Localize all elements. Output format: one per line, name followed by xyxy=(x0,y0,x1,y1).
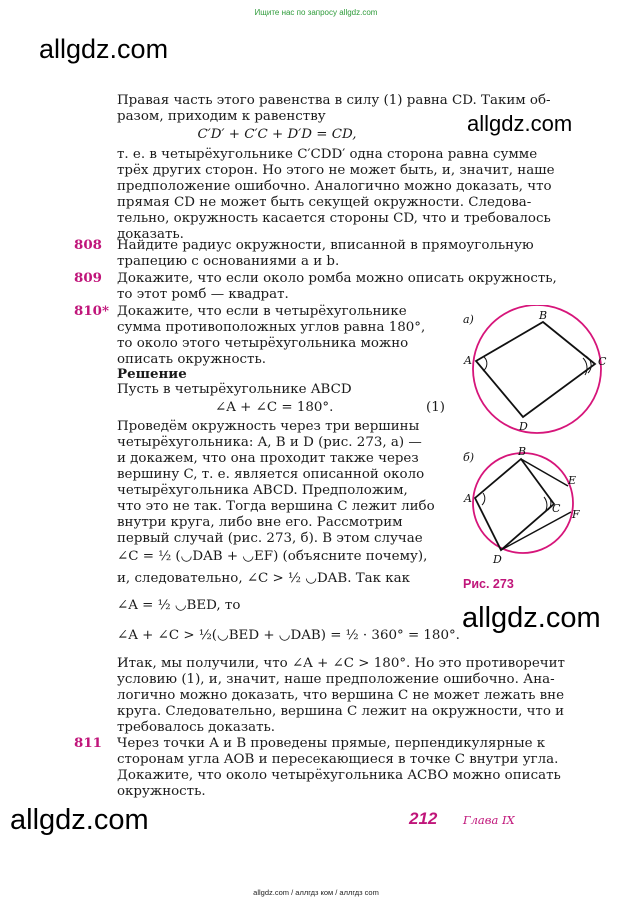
point-label: C xyxy=(598,355,607,368)
text-line: круга. Следовательно, вершина C лежит на окружности, что и xyxy=(117,704,565,719)
figure-caption: Рис. 273 xyxy=(463,577,514,591)
equation-number: (1) xyxy=(426,400,445,415)
text-line: то около этого четырёхугольника можно xyxy=(117,336,409,351)
angle-mark-c-b2 xyxy=(544,497,547,512)
text-line: вершину C, т. е. является описанной около xyxy=(117,467,425,482)
watermark: allgdz.com xyxy=(462,602,601,634)
text-line: Итак, мы получили, что ∠A + ∠C > 180°. Но это противоречит xyxy=(117,656,565,671)
equation: C′D′ + C′C + D′D = CD, xyxy=(197,127,357,142)
text-line: внутри круга, либо вне его. Рассмотрим xyxy=(117,515,403,530)
text-line: то этот ромб — квадрат. xyxy=(117,287,289,302)
text-line: трёх других сторон. Но этого не может быть, и, значит, наше xyxy=(117,163,555,178)
text-line: условию (1), и, значит, наше предположение ошибочно. Ана- xyxy=(117,672,555,687)
text-line: ∠C = ½ (◡DAB + ◡EF) (объясните почему), xyxy=(117,549,428,564)
text-line: окружность. xyxy=(117,784,206,799)
point-label: B xyxy=(539,309,548,322)
text-line: логично можно доказать, что вершина C не может лежать вне xyxy=(117,688,565,703)
problem-number: 809 xyxy=(74,270,102,286)
text-line: и докажем, что она проходит также через xyxy=(117,451,419,466)
text-line: четырёхугольника: A, B и D (рис. 273, а) — xyxy=(117,435,422,450)
point-label: A xyxy=(464,492,472,505)
text-line: четырёхугольника ABCD. Предположим, xyxy=(117,483,408,498)
text-line: Докажите, что если в четырёхугольнике xyxy=(117,304,407,319)
chapter-label: Глава IX xyxy=(463,813,515,827)
figure-label-a: а) xyxy=(463,313,474,326)
point-label: A xyxy=(464,354,472,367)
segment-df xyxy=(501,512,571,550)
text-line: предположение ошибочно. Аналогично можно доказать, что xyxy=(117,179,552,194)
angle-mark-a-b xyxy=(482,493,485,505)
text-line: Правая часть этого равенства в силу (1) равна CD. Таким об- xyxy=(117,93,551,108)
text-line: Через точки A и B проведены прямые, перпендикулярные к xyxy=(117,736,546,751)
text-line: Пусть в четырёхугольнике ABCD xyxy=(117,382,352,397)
footer-note: allgdz.com / аллгдз ком / аллгдз com xyxy=(253,888,379,897)
text-line: и, следовательно, ∠C > ½ ◡DAB. Так как xyxy=(117,571,410,586)
text-line: трапецию с основаниями a и b. xyxy=(117,254,340,269)
header-note: Ищите нас по запросу allgdz.com xyxy=(254,8,378,17)
figure-label-b: б) xyxy=(463,451,475,464)
problem-number: 810* xyxy=(74,303,109,319)
text-line: Докажите, что если около ромба можно описать окружность, xyxy=(117,271,557,286)
text-line: разом, приходим к равенству xyxy=(117,109,326,124)
equation: ∠A + ∠C > ½(◡BED + ◡DAB) = ½ · 360° = 180°. xyxy=(117,628,460,643)
text-line: тельно, окружность касается стороны CD, что и требовалось xyxy=(117,211,551,226)
point-label: F xyxy=(572,508,580,521)
text-line: сумма противоположных углов равна 180°, xyxy=(117,320,426,335)
text-line: Докажите, что около четырёхугольника ACBO можно описать xyxy=(117,768,561,783)
point-label: B xyxy=(518,445,527,458)
figure-273 xyxy=(455,305,615,595)
quadrilateral-a xyxy=(476,322,595,417)
watermark: allgdz.com xyxy=(10,804,149,836)
equation: ∠A + ∠C = 180°. xyxy=(215,400,334,415)
point-label: D xyxy=(493,553,502,566)
watermark: allgdz.com xyxy=(39,34,169,64)
text-line: что это не так. Тогда вершина C лежит либо xyxy=(117,499,435,514)
text-line: прямая CD не может быть секущей окружности. Следова- xyxy=(117,195,532,210)
circle-a xyxy=(473,305,601,433)
point-label: C xyxy=(552,502,561,515)
text-line: описать окружность. xyxy=(117,352,266,367)
problem-number: 811 xyxy=(74,735,102,751)
text-line: доказать. xyxy=(117,227,184,242)
point-label: D xyxy=(519,420,528,433)
point-label: E xyxy=(568,474,577,487)
text-line: т. е. в четырёхугольнике C′CDD′ одна сторона равна сумме xyxy=(117,147,538,162)
text-line: сторонам угла AOB и пересекающиеся в точке C внутри угла. xyxy=(117,752,559,767)
text-line: первый случай (рис. 273, б). В этом случае xyxy=(117,531,423,546)
text-line: Найдите радиус окружности, вписанной в прямоугольную xyxy=(117,238,534,253)
text-line: требовалось доказать. xyxy=(117,720,276,735)
segment-be xyxy=(521,459,568,486)
page-number: 212 xyxy=(409,809,438,828)
text-line: ∠A = ½ ◡BED, то xyxy=(117,598,241,613)
watermark: allgdz.com xyxy=(467,111,573,136)
solution-heading: Решение xyxy=(117,366,187,382)
problem-number: 808 xyxy=(74,237,102,253)
text-line: Проведём окружность через три вершины xyxy=(117,419,420,434)
